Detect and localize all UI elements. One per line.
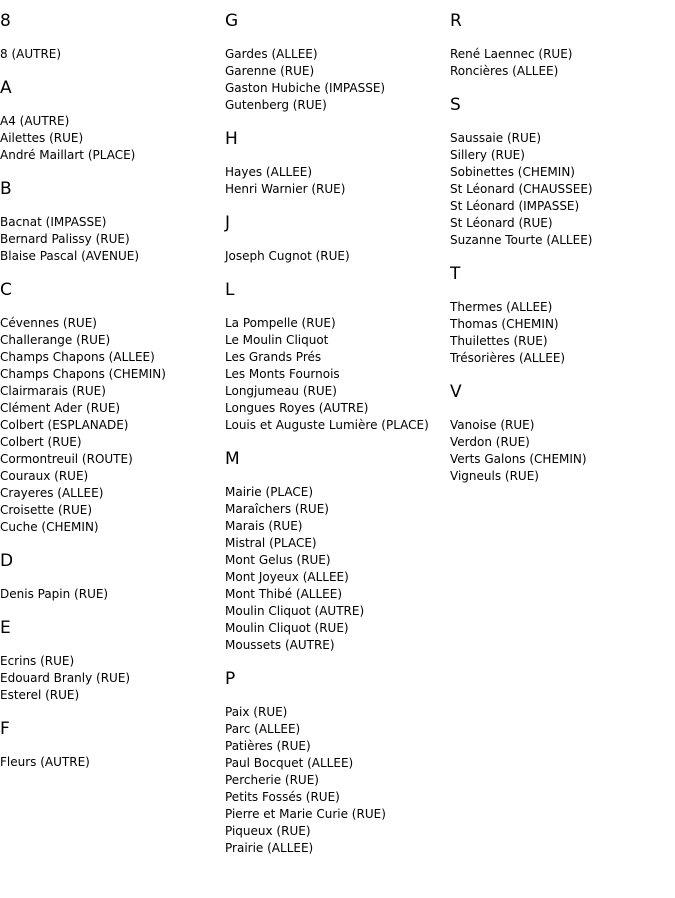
letter-section: [225, 280, 447, 434]
street-link[interactable]: Paul Bocquet (ALLEE): [225, 756, 354, 770]
street-link[interactable]: Prairie (ALLEE): [225, 841, 314, 855]
street-link[interactable]: Thuilettes (RUE): [450, 334, 548, 348]
street-link[interactable]: Louis et Auguste Lumière (PLACE): [225, 418, 429, 432]
street-link[interactable]: Cévennes (RUE): [0, 316, 97, 330]
street-link[interactable]: Marais (RUE): [225, 519, 303, 533]
street-link[interactable]: Colbert (ESPLANADE): [0, 418, 129, 432]
letter-heading: L: [225, 280, 235, 300]
street-link[interactable]: Sobinettes (CHEMIN): [450, 165, 575, 179]
letter-heading: D: [0, 551, 14, 571]
street-link[interactable]: René Laennec (RUE): [450, 47, 573, 61]
street-link[interactable]: Parc (ALLEE): [225, 722, 301, 736]
street-link[interactable]: Percherie (RUE): [225, 773, 319, 787]
street-list: [225, 704, 447, 857]
letter-heading: 8: [0, 11, 11, 31]
street-index-column-1: [0, 11, 222, 786]
street-link[interactable]: Les Monts Fournois: [225, 367, 340, 381]
street-list: [225, 248, 447, 265]
street-link[interactable]: La Pompelle (RUE): [225, 316, 336, 330]
street-link[interactable]: Longues Royes (AUTRE): [225, 401, 369, 415]
street-link[interactable]: Vigneuls (RUE): [450, 469, 539, 483]
street-link[interactable]: Hayes (ALLEE): [225, 165, 313, 179]
street-link[interactable]: Gaston Hubiche (IMPASSE): [225, 81, 386, 95]
street-link[interactable]: Ecrins (RUE): [0, 654, 75, 668]
letter-heading: C: [0, 280, 12, 300]
street-link[interactable]: Mont Gelus (RUE): [225, 553, 331, 567]
street-link[interactable]: Trésorières (ALLEE): [450, 351, 566, 365]
street-link[interactable]: André Maillart (PLACE): [0, 148, 136, 162]
street-list: [0, 754, 222, 771]
street-link[interactable]: Esterel (RUE): [0, 688, 80, 702]
street-link[interactable]: A4 (AUTRE): [0, 114, 70, 128]
street-link[interactable]: Suzanne Tourte (ALLEE): [450, 233, 593, 247]
street-list: [225, 484, 447, 654]
street-link[interactable]: Petits Fossés (RUE): [225, 790, 340, 804]
street-link[interactable]: St Léonard (RUE): [450, 216, 553, 230]
street-list: [225, 164, 447, 198]
street-link[interactable]: Longjumeau (RUE): [225, 384, 337, 398]
street-link[interactable]: Crayeres (ALLEE): [0, 486, 104, 500]
letter-section: [225, 213, 447, 265]
street-link[interactable]: Verdon (RUE): [450, 435, 530, 449]
street-list: [450, 46, 672, 80]
letter-section: [0, 551, 222, 603]
street-link[interactable]: Sillery (RUE): [450, 148, 525, 162]
street-link[interactable]: Saussaie (RUE): [450, 131, 542, 145]
street-link[interactable]: Clément Ader (RUE): [0, 401, 121, 415]
street-link[interactable]: Mont Thibé (ALLEE): [225, 587, 343, 601]
street-link[interactable]: Verts Galons (CHEMIN): [450, 452, 587, 466]
street-list: [0, 113, 222, 164]
street-link[interactable]: Pierre et Marie Curie (RUE): [225, 807, 386, 821]
letter-section: [0, 719, 222, 771]
street-link[interactable]: Ailettes (RUE): [0, 131, 84, 145]
letter-heading: H: [225, 129, 238, 149]
letter-section: [225, 11, 447, 114]
street-link[interactable]: Moulin Cliquot (RUE): [225, 621, 349, 635]
letter-heading: B: [0, 179, 12, 199]
street-link[interactable]: Fleurs (AUTRE): [0, 755, 90, 769]
street-link[interactable]: Blaise Pascal (AVENUE): [0, 249, 140, 263]
street-link[interactable]: Roncières (ALLEE): [450, 64, 559, 78]
letter-heading: T: [450, 264, 461, 284]
letter-heading: P: [225, 669, 236, 689]
street-link[interactable]: Moussets (AUTRE): [225, 638, 335, 652]
street-link[interactable]: Bernard Palissy (RUE): [0, 232, 130, 246]
street-list: [0, 586, 222, 603]
street-link[interactable]: Mistral (PLACE): [225, 536, 317, 550]
street-link[interactable]: Mont Joyeux (ALLEE): [225, 570, 349, 584]
street-link[interactable]: Henri Warnier (RUE): [225, 182, 346, 196]
street-link[interactable]: Thomas (CHEMIN): [450, 317, 559, 331]
street-list: [450, 299, 672, 367]
letter-section: [0, 618, 222, 704]
street-link[interactable]: Cuche (CHEMIN): [0, 520, 99, 534]
street-list: [225, 46, 447, 114]
street-link[interactable]: Vanoise (RUE): [450, 418, 535, 432]
letter-section: [450, 11, 672, 80]
letter-heading: J: [225, 213, 231, 233]
street-link[interactable]: Denis Papin (RUE): [0, 587, 109, 601]
street-list: [0, 315, 222, 536]
street-link[interactable]: Colbert (RUE): [0, 435, 82, 449]
letter-section: [0, 11, 222, 63]
street-link[interactable]: Joseph Cugnot (RUE): [225, 249, 350, 263]
letter-section: [450, 382, 672, 485]
street-list: [0, 46, 222, 63]
street-link[interactable]: Le Moulin Cliquot: [225, 333, 329, 347]
street-list: [450, 417, 672, 485]
street-index-column-2: [225, 11, 447, 872]
street-link[interactable]: Paix (RUE): [225, 705, 288, 719]
street-link[interactable]: Gardes (ALLEE): [225, 47, 318, 61]
street-link[interactable]: Edouard Branly (RUE): [0, 671, 131, 685]
street-link[interactable]: Les Grands Prés: [225, 350, 322, 364]
street-link[interactable]: Couraux (RUE): [0, 469, 89, 483]
letter-section: [225, 449, 447, 654]
letter-heading: S: [450, 95, 461, 115]
street-list: [225, 315, 447, 434]
street-link[interactable]: 8 (AUTRE): [0, 47, 62, 61]
letter-section: [450, 95, 672, 249]
street-link[interactable]: Challerange (RUE): [0, 333, 111, 347]
letter-heading: E: [0, 618, 11, 638]
street-link[interactable]: Patières (RUE): [225, 739, 311, 753]
letter-heading: V: [450, 382, 462, 402]
letter-heading: M: [225, 449, 240, 469]
letter-section: [0, 179, 222, 265]
street-link[interactable]: St Léonard (IMPASSE): [450, 199, 580, 213]
street-link[interactable]: Mairie (PLACE): [225, 485, 314, 499]
letter-section: [0, 280, 222, 536]
street-link[interactable]: Champs Chapons (CHEMIN): [0, 367, 166, 381]
street-link[interactable]: Thermes (ALLEE): [450, 300, 553, 314]
street-link[interactable]: Champs Chapons (ALLEE): [0, 350, 155, 364]
street-link[interactable]: Gutenberg (RUE): [225, 98, 327, 112]
street-list: [0, 653, 222, 704]
letter-section: [225, 129, 447, 198]
street-link[interactable]: Moulin Cliquot (AUTRE): [225, 604, 365, 618]
letter-heading: F: [0, 719, 10, 739]
letter-heading: G: [225, 11, 239, 31]
street-link[interactable]: Croisette (RUE): [0, 503, 93, 517]
street-index-column-3: [450, 11, 672, 500]
street-link[interactable]: Clairmarais (RUE): [0, 384, 106, 398]
street-link[interactable]: St Léonard (CHAUSSEE): [450, 182, 593, 196]
letter-heading: A: [0, 78, 12, 98]
street-list: [450, 130, 672, 249]
letter-heading: R: [450, 11, 462, 31]
street-link[interactable]: Cormontreuil (ROUTE): [0, 452, 133, 466]
letter-section: [0, 78, 222, 164]
street-link[interactable]: Bacnat (IMPASSE): [0, 215, 107, 229]
street-link[interactable]: Piqueux (RUE): [225, 824, 311, 838]
letter-section: [225, 669, 447, 857]
letter-section: [450, 264, 672, 367]
street-link[interactable]: Maraîchers (RUE): [225, 502, 329, 516]
street-link[interactable]: Garenne (RUE): [225, 64, 315, 78]
street-list: [0, 214, 222, 265]
